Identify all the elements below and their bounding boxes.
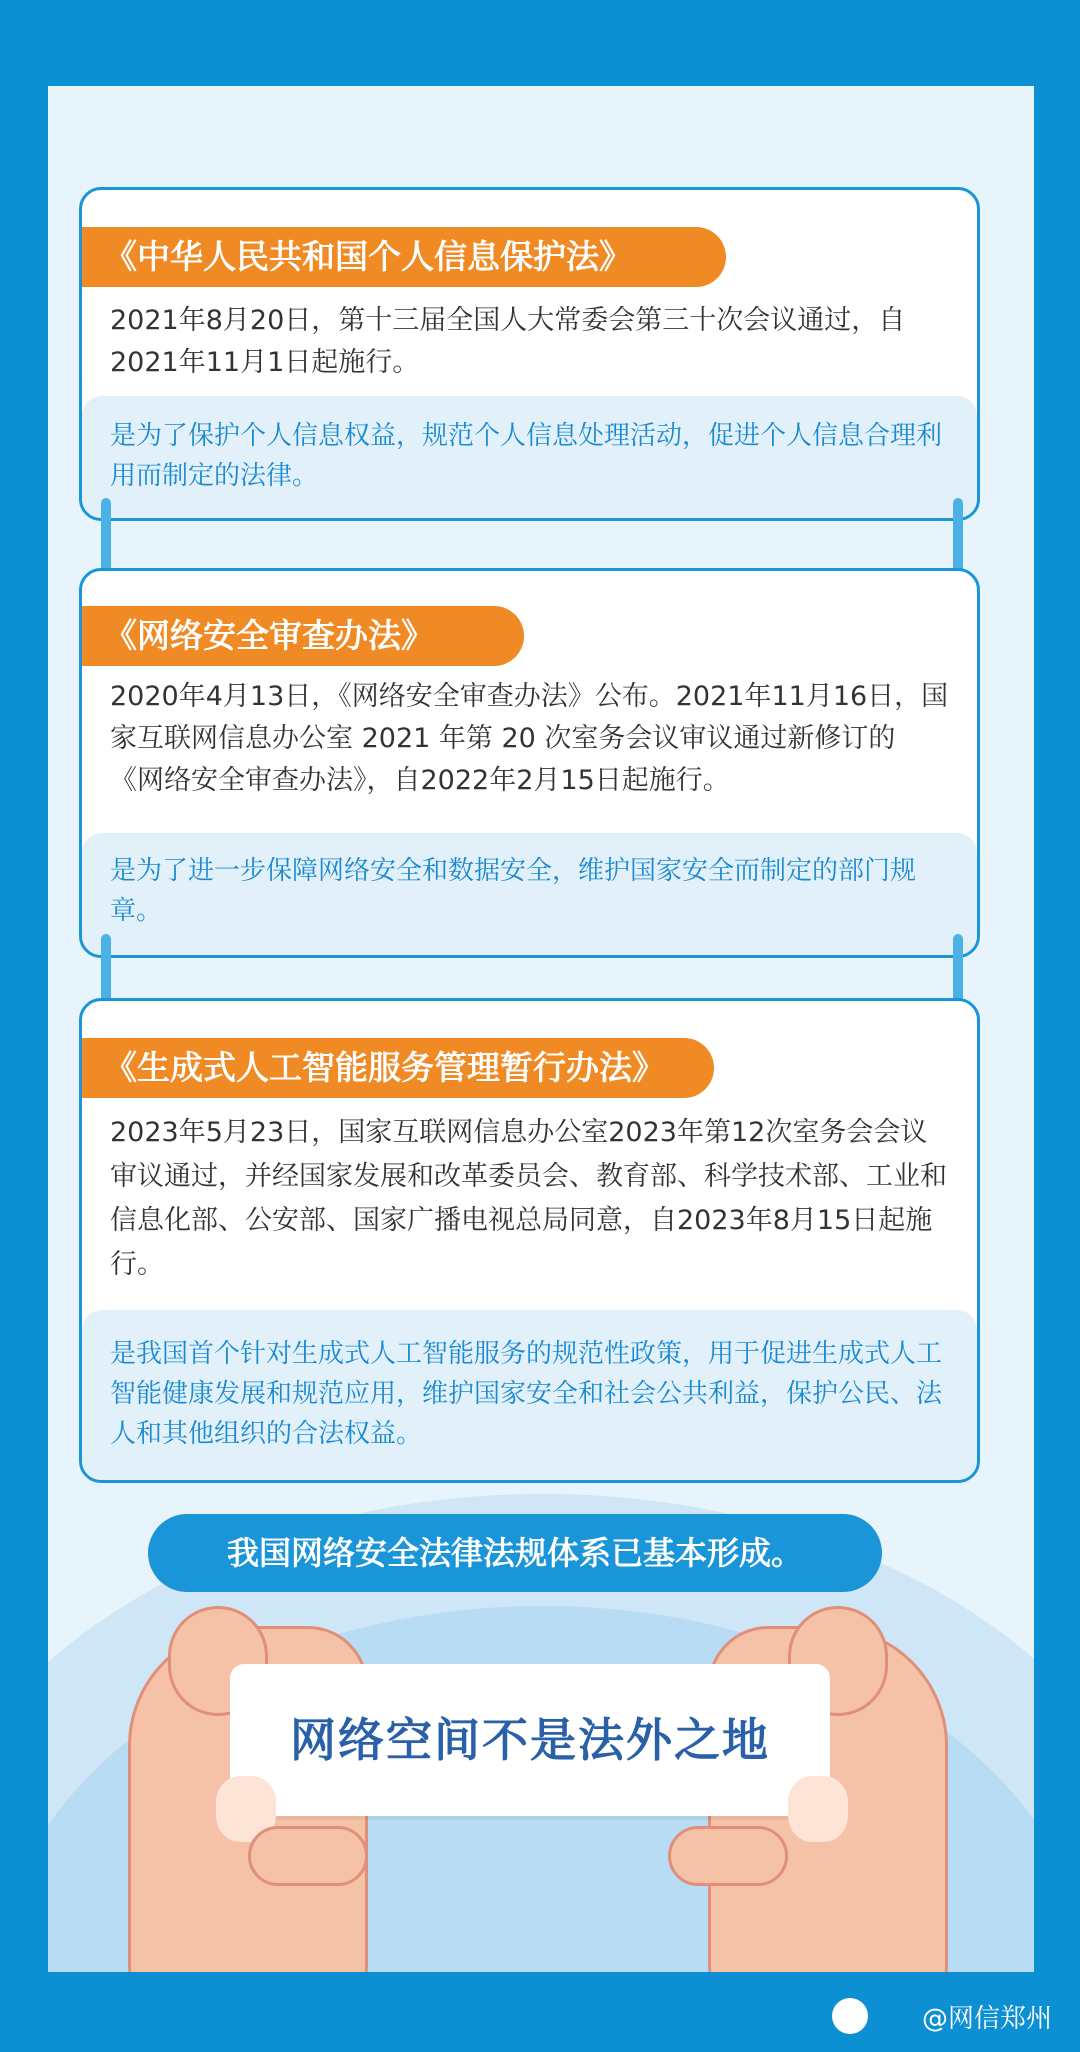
law-title-ribbon: 《中华人民共和国个人信息保护法》 (82, 227, 726, 287)
slogan-card (230, 1664, 830, 1816)
watermark-text: @网信郑州 (921, 2004, 1052, 2034)
content-panel (48, 86, 1034, 1972)
law-title-ribbon: 《网络安全审查办法》 (82, 606, 524, 666)
watermark-logo-icon (832, 1998, 868, 2034)
law-card-3 (79, 998, 980, 1483)
right-thumbnail (788, 1776, 848, 1842)
summary-banner: 我国网络安全法律法规体系已基本形成。 (148, 1514, 882, 1592)
law-purpose-box (82, 1310, 977, 1480)
law-title-ribbon: 《生成式人工智能服务管理暂行办法》 (82, 1038, 714, 1098)
connector-left (101, 498, 111, 578)
law-purpose-box (82, 396, 977, 518)
connector-right (953, 498, 963, 578)
law-card-2 (79, 568, 980, 958)
law-card-1 (79, 187, 980, 521)
law-detail: 2021年8月20日，第十三届全国人大常委会第三十次会议通过，自2021年11月1日起施行。 (110, 305, 906, 378)
law-detail: 2023年5月23日，国家互联网信息办公室2023年第12次室务会会议审议通过，并经国家发展和改革委员会、教育部、科学技术部、工业和信息化部、公安部、国家广播电视总局同意，自2023年8月15日起施行。 (110, 1117, 947, 1280)
law-purpose: 是为了保护个人信息权益，规范个人信息处理活动，促进个人信息合理利用而制定的法律。 (110, 421, 943, 491)
law-purpose-box (82, 833, 977, 955)
law-purpose: 是我国首个针对生成式人工智能服务的规范性政策，用于促进生成式人工智能健康发展和规范应用，维护国家安全和社会公共利益，保护公民、法人和其他组织的合法权益。 (110, 1339, 943, 1449)
right-finger (668, 1826, 788, 1886)
law-purpose: 是为了进一步保障网络安全和数据安全，维护国家安全而制定的部门规章。 (110, 856, 917, 926)
slogan-text: 网络空间不是法外之地 (290, 1713, 770, 1767)
law-detail: 2020年4月13日，《网络安全审查办法》公布。2021年11月16日，国家互联网信息办公室 2021 年第 20 次室务会议审议通过新修订的《网络安全审查办法》，自2022年2月15日起施行。 (110, 681, 949, 796)
left-finger (248, 1826, 368, 1886)
